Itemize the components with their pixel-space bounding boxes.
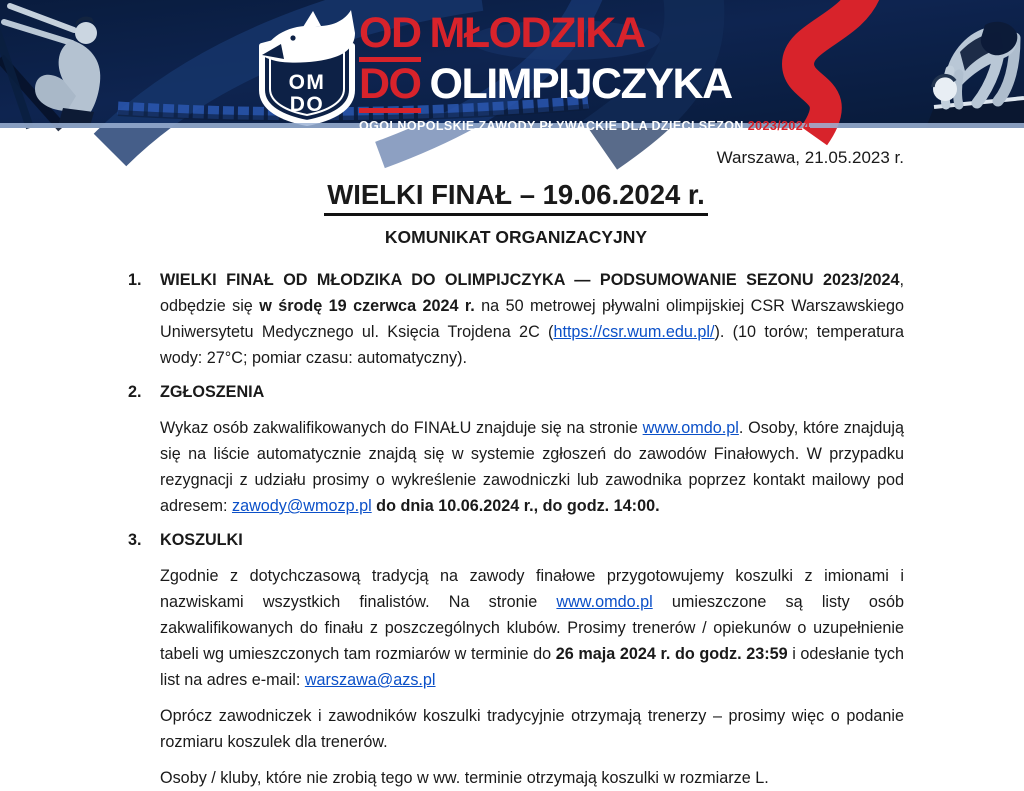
text-segment: Oprócz zawodniczek i zawodników koszulki tradycyjnie otrzymają trenerzy – prosimy więc o podanie rozmiaru koszulek dla trenerów. [160, 707, 904, 751]
text-segment: . Osoby, które znajdują się na liście automatycznie znajdą się w systemie zgłoszeń do zawodów Finałowych. W przypadku rezygnacji z udziału prosimy o wykreślenie zawodniczki lub zawodnika poprzez kontakt mailowy pod adresem: [160, 419, 904, 515]
date-line: Warszawa, 21.05.2023 r. [716, 148, 904, 167]
event-banner [0, 0, 1024, 133]
banner-word-od: OD [359, 12, 421, 62]
list-item-1 [128, 267, 904, 371]
text-segment: do dnia 10.06.2024 r., do godz. 14:00. [371, 497, 660, 515]
paragraph [160, 703, 904, 755]
document-title [128, 179, 904, 211]
banner-title-line1 [359, 9, 811, 62]
list-number: 3. [128, 531, 142, 549]
hyperlink[interactable]: zawody@wmozp.pl [231, 497, 372, 515]
list-number: 1. [128, 271, 142, 289]
banner-word-do: DO [359, 63, 421, 113]
text-segment: w środę 19 czerwca 2024 r. [259, 297, 475, 315]
list-item-body [160, 267, 904, 371]
logo-monogram-bottom: DO [289, 93, 325, 116]
banner-word-mlodzika: MŁODZIKA [429, 9, 645, 57]
list-item-body [160, 527, 904, 791]
logo-monogram-top: OM [288, 71, 326, 94]
section-heading-zgloszenia: ZGŁOSZENIA [160, 383, 265, 401]
section-heading-koszulki: KOSZULKI [160, 531, 243, 549]
paragraph [160, 563, 904, 693]
text-segment: 26 maja 2024 r. do godz. 23:59 [555, 645, 788, 663]
banner-wordmark [359, 9, 811, 133]
document-title-text: WIELKI FINAŁ – 19.06.2024 r. [324, 179, 708, 216]
document-content [0, 148, 1024, 791]
text-segment: na 50 metrowej pływalni olimpijskiej CSR Warszawskiego Uniwersytetu Medycznego ul. Księcia Trojdena 2C ( [160, 297, 904, 341]
banner-season: 2023/2024 [747, 119, 811, 133]
hyperlink[interactable]: www.omdo.pl [642, 419, 739, 437]
text-segment: Zgodnie z dotychczasową tradycją na zawody finałowe przygotowujemy koszulki z imionami i nazwiskami wszystkich finalistów. Na stronie [160, 567, 904, 611]
list-item-body [160, 379, 904, 519]
text-segment: WIELKI FINAŁ OD MŁODZIKA DO OLIMPIJCZYKA — PODSUMOWANIE SEZONU 2023/2024 [160, 271, 900, 289]
text-segment: ). (10 torów; temperatura wody: 27°C; pomiar czasu: automatyczny). [160, 323, 904, 367]
text-segment: i odesłanie tych list na adres e-mail: [160, 645, 905, 689]
paragraph [160, 415, 904, 519]
hyperlink[interactable]: warszawa@azs.pl [304, 671, 436, 689]
paragraph [160, 765, 904, 791]
text-segment: Wykaz osób zakwalifikowanych do FINAŁU znajduje się na stronie [160, 419, 643, 437]
list-number: 2. [128, 383, 142, 401]
list-item-2 [128, 379, 904, 519]
list-item-3 [128, 527, 904, 791]
banner-subtitle-text: OGOLNOPOLSKIE ZAWODY PŁYWACKIE DLA DZIECI SEZON [359, 119, 744, 133]
hyperlink[interactable]: https://csr.wum.edu.pl/ [553, 323, 715, 341]
text-segment: , odbędzie się [160, 271, 904, 315]
banner-word-olimpijczyka: OLIMPIJCZYKA [429, 60, 732, 108]
document-subtitle: KOMUNIKAT ORGANIZACYJNY [384, 227, 648, 247]
text-segment: umieszczone są listy osób zakwalifikowanych do finału z poszczególnych klubów. Prosimy trenerów / opiekunów o uzupełnienie tabeli wg umieszczonych tam rozmiarów w terminie do [160, 593, 904, 663]
hyperlink[interactable]: www.omdo.pl [556, 593, 653, 611]
banner-title-line2 [359, 60, 811, 113]
paragraph [160, 267, 904, 371]
banner-subtitle [359, 120, 811, 133]
text-segment: Osoby / kluby, które nie zrobią tego w ww. terminie otrzymają koszulki w rozmiarze L. [160, 769, 769, 787]
